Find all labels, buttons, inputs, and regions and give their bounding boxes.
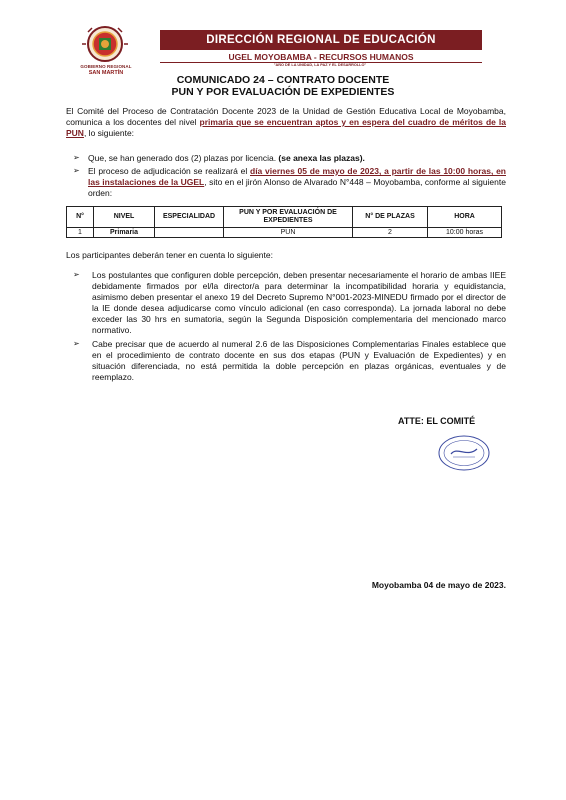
column-header: NIVEL [94,207,155,228]
header-banner: DIRECCIÓN REGIONAL DE EDUCACIÓN [160,30,482,50]
table-cell [155,228,224,238]
bullet-bold-text: (se anexa las plazas). [278,153,365,163]
column-header: N° DE PLAZAS [353,207,428,228]
vacancy-table [66,206,502,238]
table-cell: 10:00 horas [428,228,502,238]
committee-seal-icon [437,434,491,472]
column-header: ESPECIALIDAD [155,207,224,228]
document-subtitle: PUN Y POR EVALUACIÓN DE EXPEDIENTES [171,86,395,98]
header-subunit: UGEL MOYOBAMBA - RECURSOS HUMANOS [228,52,414,62]
intro-text-end: , lo siguiente: [83,128,135,138]
table-row [67,228,502,238]
arrow-bullet-icon: ➢ [73,270,80,279]
bullet-text: Que, se han generado dos (2) plazas por licencia. [88,153,279,163]
bullet-item [88,153,506,164]
intro-text-start: El Comité del Proceso de Contratación Docente 2023 de la Unidad de Gestión Educativa Local de Moyobamba, comunica a los docentes del nivel [66,106,506,127]
table-cell: Primaria [94,228,155,238]
bullet-item: Los postulantes que configuren doble percepción, deben presentar necesariamente el horario de ambas IIEE debidamente firmados por el/la director/a para determinar la incompatibilidad horaria y equidistancia, asimismo deben presentar el anexo 19 del Decreto Supremo N°001-2023-MINEDU firmado por el director de la IE donde desea adjudicarse como vínculo adicional (en caso corresponda). La jornada laboral no debe exceder las 30 hrs en sumatoria, según la Segunda Disposición complementaria del mencionado marco normativo. [92,270,506,335]
bullet-text-end: , sito en el jirón Alonso de Alvarado N°448 – Moyobamba, conforme al siguiente orden: [88,177,506,198]
header-motto: "AÑO DE LA UNIDAD, LA PAZ Y EL DESARROLLO" [273,63,367,67]
arrow-bullet-icon: ➢ [73,153,80,162]
table-cell: 2 [353,228,428,238]
table-cell: 1 [67,228,94,238]
arrow-bullet-icon: ➢ [73,166,80,175]
bullet-highlight-text: día viernes 05 de mayo de 2023, a partir de las 10:00 horas, en las instalaciones de la UGEL [88,166,506,187]
intro-highlight: primaria que se encuentran aptos y en espera del cuadro de méritos de la PUN [66,117,506,138]
table-cell: PUN [224,228,353,238]
document-title: COMUNICADO 24 – CONTRATO DOCENTE [176,74,390,86]
document-date: Moyobamba 04 de mayo de 2023. [371,580,506,590]
column-header: HORA [428,207,502,228]
table-header-row [67,207,502,228]
intro-paragraph [66,106,506,139]
signature-label: ATTE: EL COMITÉ [398,416,476,426]
bullet-item [88,166,506,199]
logo-caption-bottom: SAN MARTÍN [88,70,124,76]
bullet-item: Cabe precisar que de acuerdo al numeral 2.6 de las Disposiciones Complementarias Finales establece que en el procedimiento de contrato docente en sus dos etapas (PUN y Evaluación de Expedientes) y en situación diferenciada, no está permitida la doble percepción en plazas orgánicas, eventuales y de reemplazo. [92,339,506,382]
column-header: N° [67,207,94,228]
bullet-text: El proceso de adjudicación se realizará el [88,166,250,176]
column-header: PUN Y POR EVALUACIÓN DE EXPEDIENTES [224,207,353,228]
participants-intro: Los participantes deberán tener en cuenta lo siguiente: [66,250,273,260]
arrow-bullet-icon: ➢ [73,339,80,348]
logo-caption-top: GOBIERNO REGIONAL [80,64,132,69]
